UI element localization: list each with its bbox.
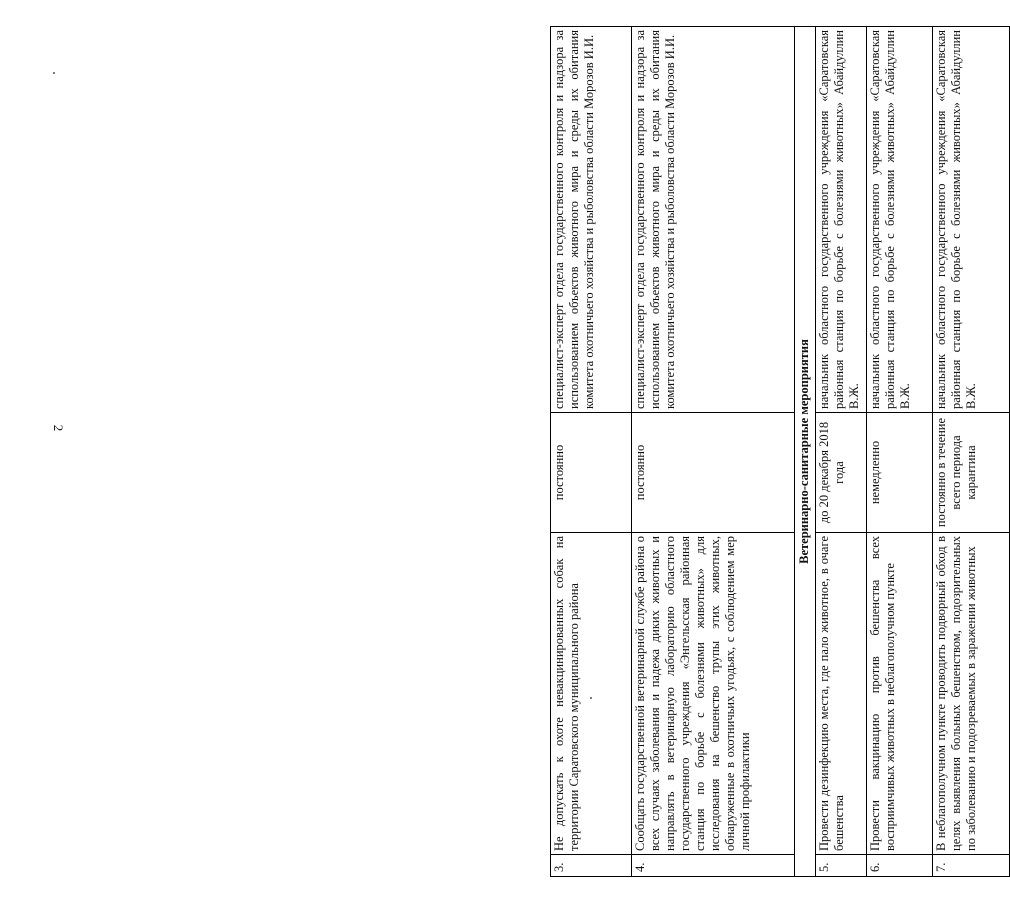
page-number: 2 xyxy=(51,424,66,432)
scan-speck xyxy=(53,72,55,74)
row-term: немедленно xyxy=(867,413,933,533)
row-number: 5. xyxy=(816,855,867,877)
section-title: Ветеринарно-санитарные мероприятия xyxy=(794,27,815,877)
table-row xyxy=(933,27,1010,877)
row-responsible: начальник областного государственного учреждения «Саратовская районная станция по борьбе с болезнями животных» Абайдуллин В.Ж. xyxy=(933,27,1010,413)
row-number: 7. xyxy=(933,855,1010,877)
rotated-table-frame xyxy=(90,27,979,877)
row-responsible: специалист-эксперт отдела государственного контроля и надзора за использованием объектов животного мира и среды их обитания комитета охотничьего хозяйства и рыболовства области Морозов И.И. xyxy=(631,27,794,413)
row-term: постоянно в течение всего периода карантина xyxy=(933,413,1010,533)
row-number: 3. xyxy=(551,855,632,877)
row-term: до 20 декабря 2018 года xyxy=(816,413,867,533)
row-action: Сообщать государственной ветеринарной службе района о всех случаях заболевания и падежа диких животных и направлять в ветеринарную лабораторию областного государственного учреждения «Энгельсская районная станция по борьбе с болезнями животных» для исследования на бешенство трупы этих животных, обнаруженные в охотничьих угодьях, с соблюдением мер личной профилактики xyxy=(631,533,794,855)
row-responsible: начальник областного государственного учреждения «Саратовская районная станция по борьбе с болезнями животных» Абайдуллин В.Ж. xyxy=(867,27,933,413)
table-row xyxy=(631,27,794,877)
section-row xyxy=(794,27,815,877)
row-action: В неблагополучном пункте проводить подворный обход в целях выявления больных бешенством, подозрительных по заболеванию и подозреваемых в заражении животных xyxy=(933,533,1010,855)
row-number: 4. xyxy=(631,855,794,877)
row-number: 6. xyxy=(867,855,933,877)
row-responsible: специалист-эксперт отдела государственного контроля и надзора за использованием объектов животного мира и среды их обитания комитета охотничьего хозяйства и рыболовства области Морозов И.И. xyxy=(551,27,632,413)
row-action: Провести вакцинацию против бешенства всех восприимчивых животных в неблагополучном пункте xyxy=(867,533,933,855)
row-action: Провести дезинфекцию места, где пало животное, в очаге бешенства xyxy=(816,533,867,855)
table-row xyxy=(551,27,632,877)
row-action: Не допускать к охоте невакцинированных собак на территории Саратовского муниципального района xyxy=(551,533,632,855)
row-term: постоянно xyxy=(631,413,794,533)
table-row xyxy=(867,27,933,877)
measures-table xyxy=(550,26,1010,877)
table-row xyxy=(816,27,867,877)
row-responsible: начальник областного государственного учреждения «Саратовская районная станция по борьбе с болезнями животных» Абайдуллин В.Ж. xyxy=(816,27,867,413)
row-term: постоянно xyxy=(551,413,632,533)
